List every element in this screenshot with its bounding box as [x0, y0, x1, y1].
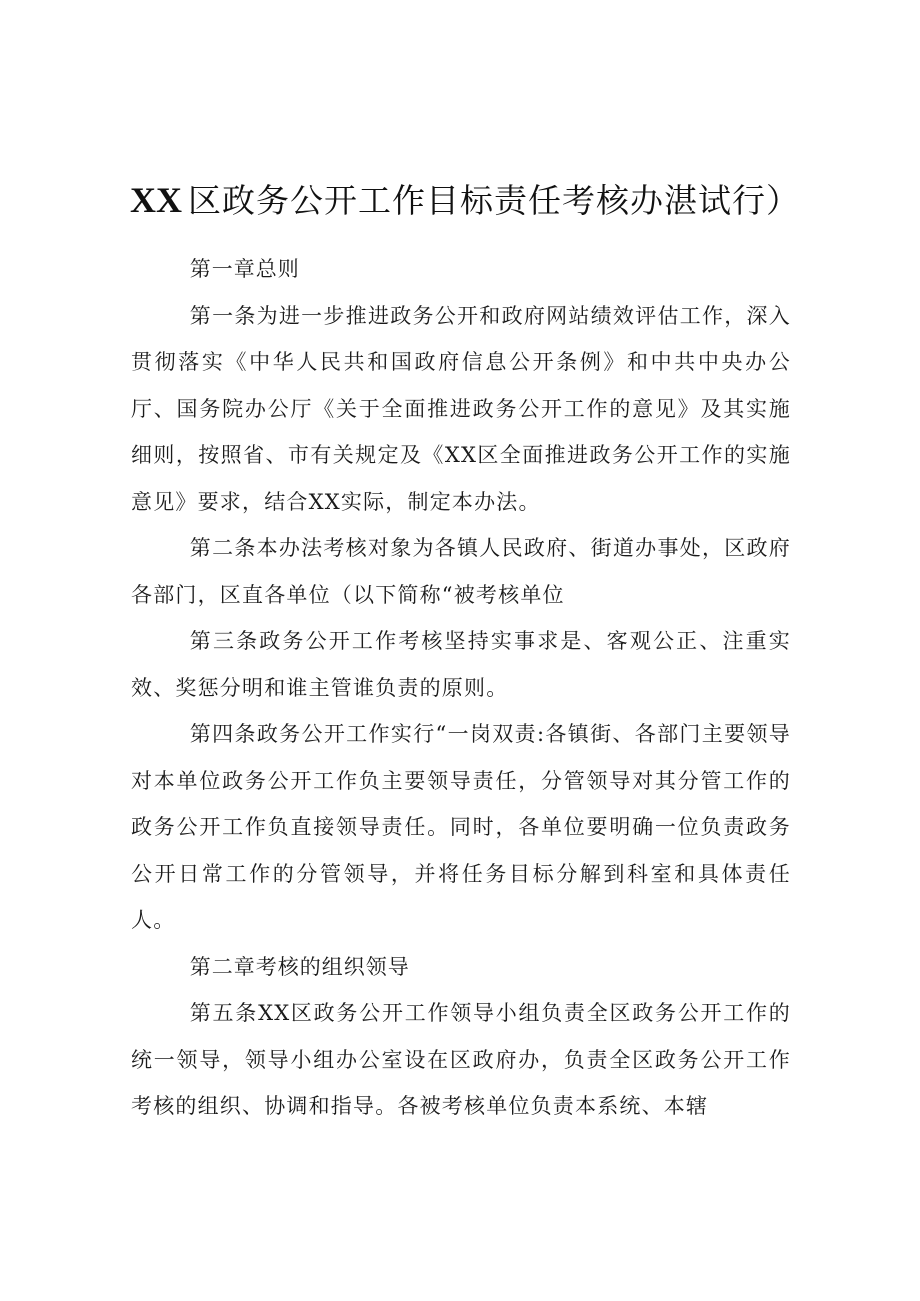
article-paragraph: 第一条为进一步推进政务公开和政府网站绩效评估工作，深入贯彻落实《中华人民共和国政府信息公开条例》和中共中央办公厅、国务院办公厅《关于全面推进政务公开工作的意见》及其实施细则，按照省、市有关规定及《XX区全面推进政务公开工作的实施意见》要求，结合XX实际，制定本办法。	[131, 303, 791, 514]
article-paragraph: 第四条政务公开工作实行“一岗双责:各镇街、各部门主要领导对本单位政务公开工作负主要领导责任，分管领导对其分管工作的政务公开工作负直接领导责任。同时，各单位要明确一位负责政务公开日常工作的分管领导，并将任务目标分解到科室和具体责任人。	[131, 722, 791, 932]
title-text: 区政务公开工作目标责任考核办湛试行）	[188, 181, 800, 220]
title-prefix: XX	[130, 180, 182, 220]
article-paragraph: 第三条政务公开工作考核坚持实事求是、客观公正、注重实效、奖惩分明和谁主管谁负责的原则。	[131, 629, 791, 700]
chapter-heading: 第二章考核的组织领导	[189, 954, 410, 979]
chapter-heading: 第一章总则	[189, 257, 300, 281]
document-title	[130, 176, 810, 225]
document-body	[131, 246, 791, 1130]
article-paragraph: 第五条XX区政务公开工作领导小组负责全区政务公开工作的统一领导，领导小组办公室设在区政府办，负责全区政务公开工作考核的组织、协调和指导。各被考核单位负责本系统、本辖	[131, 1001, 791, 1118]
article-paragraph: 第二条本办法考核对象为各镇人民政府、街道办事处，区政府各部门，区直各单位（以下简称“被考核单位	[131, 536, 791, 607]
